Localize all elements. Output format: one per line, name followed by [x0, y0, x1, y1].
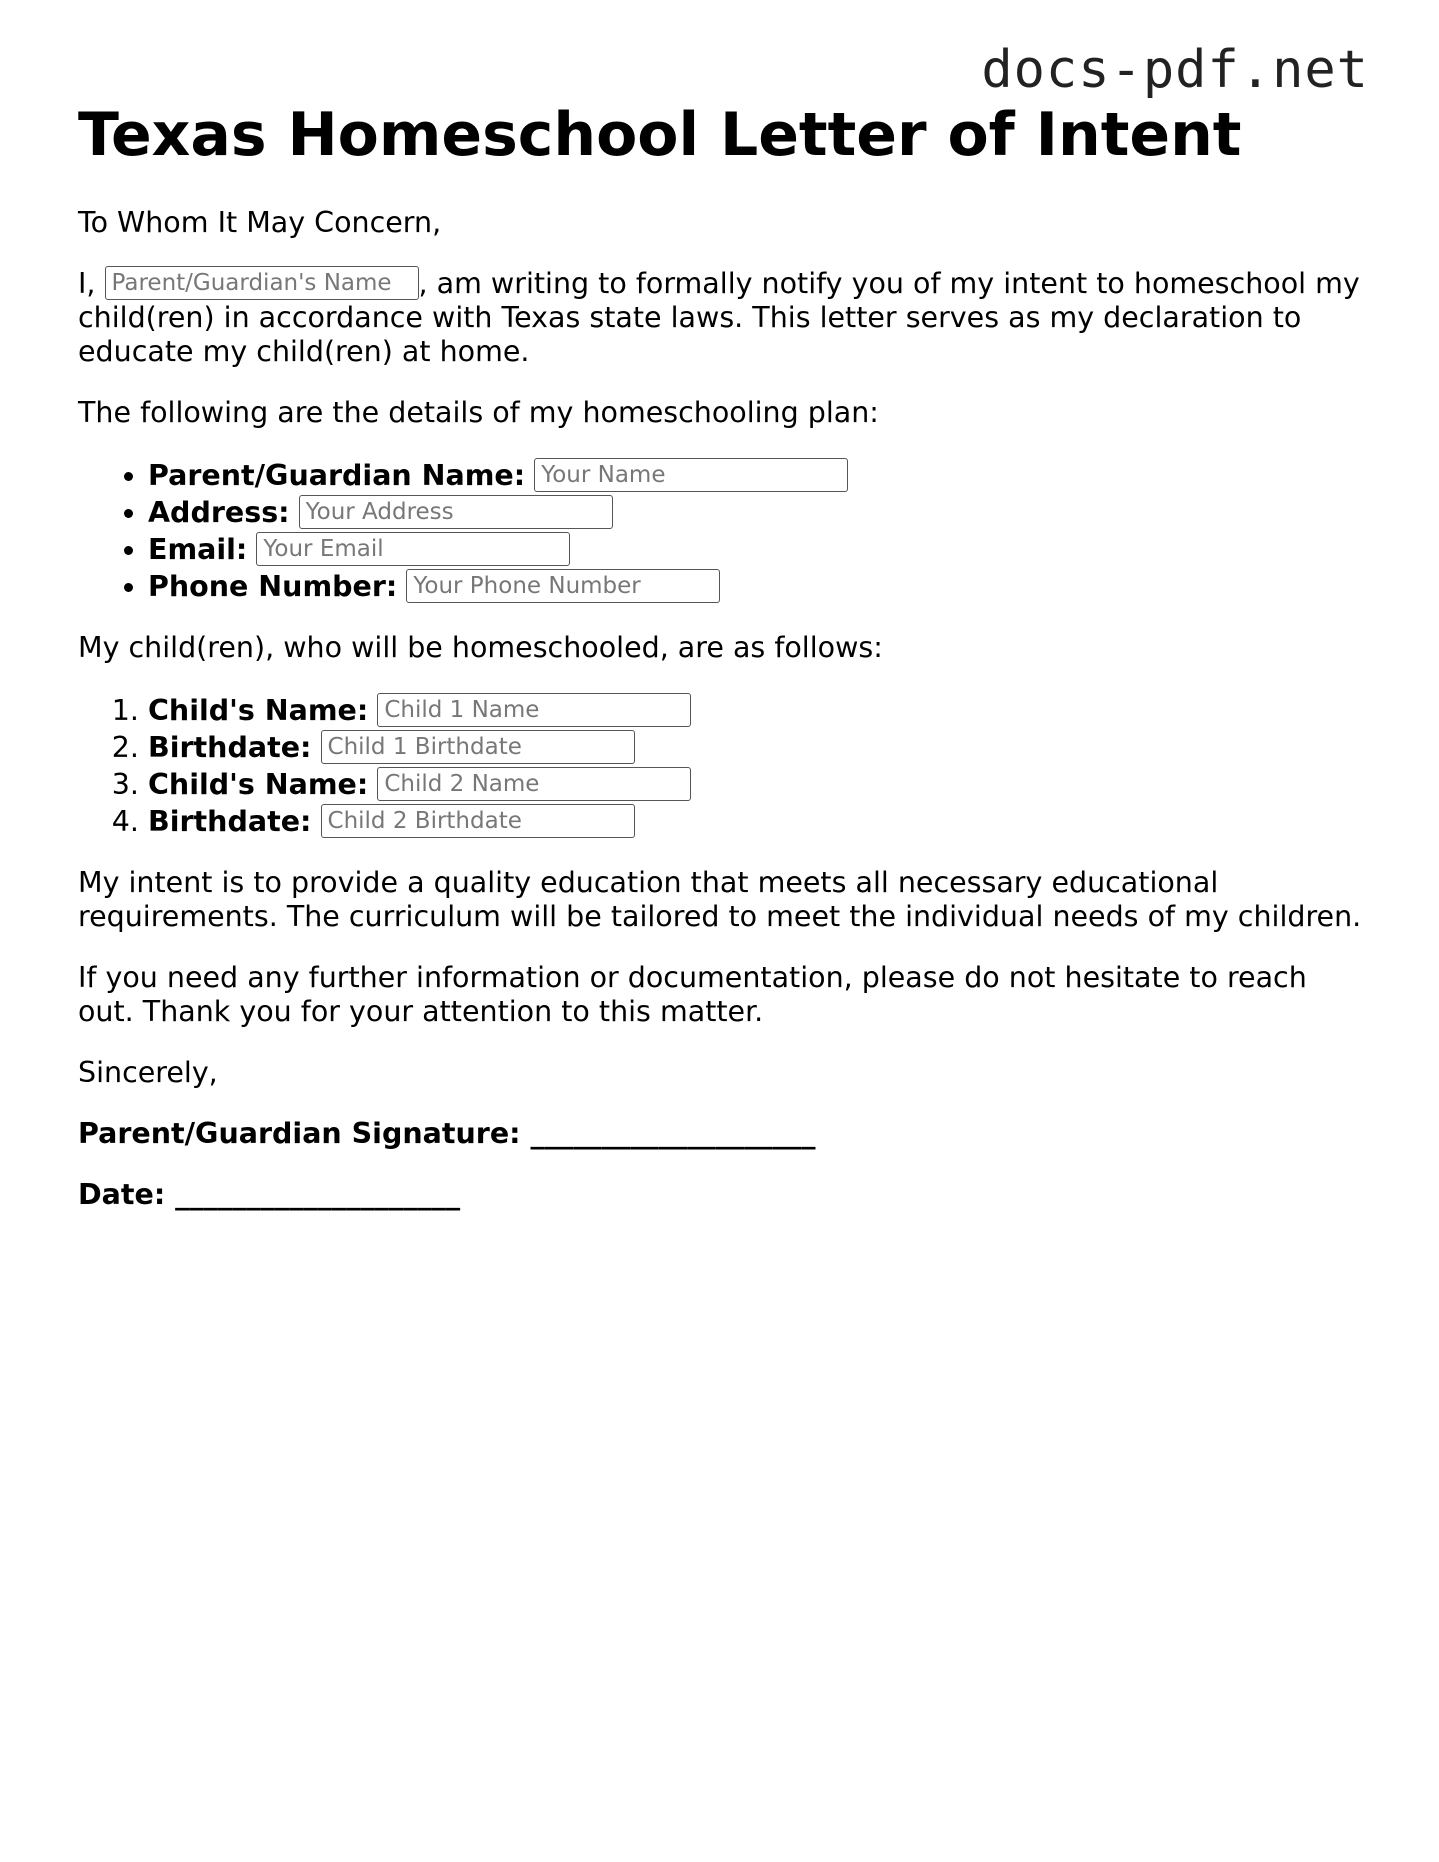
list-item	[148, 692, 1368, 729]
list-item	[148, 531, 1368, 568]
children-intro: My child(ren), who will be homeschooled, are as follows:	[78, 631, 883, 664]
detail-label-address: Address:	[148, 496, 290, 529]
details-intro: The following are the details of my homeschooling plan:	[78, 396, 879, 429]
detail-label-phone: Phone Number:	[148, 570, 398, 603]
child-1-birthdate-label: Birthdate:	[148, 731, 312, 764]
children-list	[78, 692, 1368, 840]
child-2-name-field[interactable]	[377, 767, 691, 801]
list-item	[148, 803, 1368, 840]
detail-label-name: Parent/Guardian Name:	[148, 459, 526, 492]
intro-prefix: I,	[78, 267, 96, 300]
list-item	[148, 494, 1368, 531]
address-field[interactable]	[299, 495, 613, 529]
list-item	[148, 729, 1368, 766]
phone-field[interactable]	[406, 569, 720, 603]
detail-label-email: Email:	[148, 533, 248, 566]
details-list	[78, 457, 1368, 605]
date-line: Date: ____________________	[78, 1178, 461, 1211]
parent-guardian-name-input[interactable]	[105, 266, 419, 300]
child-1-name-field[interactable]	[377, 693, 691, 727]
child-2-name-label: Child's Name:	[148, 768, 369, 801]
list-item	[148, 457, 1368, 494]
intro-text: , am writing to formally notify you of my intent to homeschool my child(ren) in accordance with Texas state laws. This letter serves as my declaration to educate my child(ren) at home.	[78, 267, 1360, 368]
child-1-birthdate-field[interactable]	[321, 730, 635, 764]
intent-paragraph: My intent is to provide a quality education that meets all necessary educational requirements. The curriculum will be tailored to meet the individual needs of my children.	[78, 866, 1362, 933]
child-1-name-label: Child's Name:	[148, 694, 369, 727]
child-2-birthdate-field[interactable]	[321, 804, 635, 838]
watermark: docs-pdf.net	[981, 40, 1369, 100]
signature-line: Parent/Guardian Signature: ____________________	[78, 1117, 816, 1150]
list-item	[148, 766, 1368, 803]
closing: Sincerely,	[78, 1056, 218, 1089]
page-title: Texas Homeschool Letter of Intent	[78, 100, 1242, 170]
intro-paragraph	[78, 267, 1368, 369]
greeting: To Whom It May Concern,	[78, 206, 442, 239]
letter-document	[78, 100, 1368, 1239]
contact-paragraph: If you need any further information or documentation, please do not hesitate to reach out. Thank you for your attention to this matter.	[78, 961, 1307, 1028]
email-field[interactable]	[256, 532, 570, 566]
list-item	[148, 568, 1368, 605]
child-2-birthdate-label: Birthdate:	[148, 805, 312, 838]
name-field[interactable]	[534, 458, 848, 492]
